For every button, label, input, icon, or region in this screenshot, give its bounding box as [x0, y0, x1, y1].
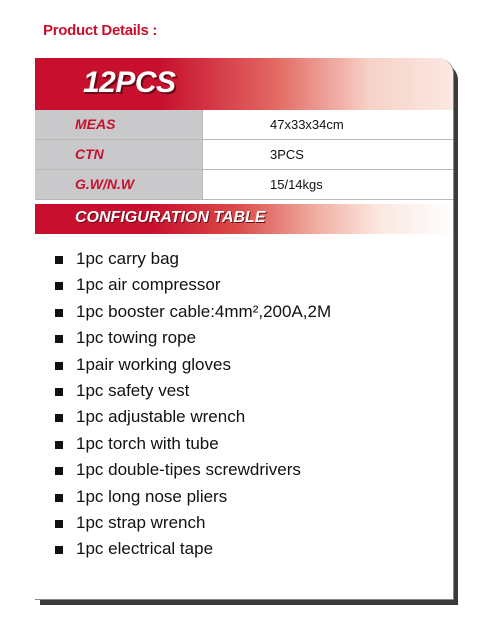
list-item [35, 536, 453, 562]
list-item [35, 510, 453, 536]
product-card [35, 58, 454, 600]
list-item [35, 431, 453, 457]
list-item-text: 1pc electrical tape [76, 539, 214, 559]
list-item-text: 1pc long nose pliers [76, 486, 228, 506]
square-bullet-icon [55, 414, 63, 422]
square-bullet-icon [55, 494, 63, 502]
list-item-text: 1pc double-tipes screwdrivers [76, 460, 301, 480]
list-item [35, 352, 453, 378]
square-bullet-icon [55, 388, 63, 396]
spec-label: CTN [35, 140, 203, 169]
config-title: CONFIGURATION TABLE [75, 209, 266, 226]
list-item-text: 1pc booster cable:4mm²,200A,2M [76, 301, 332, 321]
spec-row-ctn [35, 140, 453, 170]
list-item-text: 1pc strap wrench [76, 512, 206, 532]
title-bar [35, 58, 453, 110]
spec-value: 3PCS [270, 147, 304, 162]
square-bullet-icon [55, 335, 63, 343]
square-bullet-icon [55, 467, 63, 475]
spec-table [35, 110, 453, 200]
square-bullet-icon [55, 520, 63, 528]
list-item [35, 484, 453, 510]
square-bullet-icon [55, 362, 63, 370]
config-list [35, 246, 453, 563]
list-item [35, 325, 453, 351]
config-bar [35, 204, 453, 234]
list-item [35, 272, 453, 298]
product-title: 12PCS [83, 66, 176, 99]
spec-value: 15/14kgs [270, 177, 323, 192]
spec-label: MEAS [35, 110, 203, 139]
square-bullet-icon [55, 546, 63, 554]
section-heading: Product Details : [43, 22, 158, 39]
list-item [35, 404, 453, 430]
spec-label: G.W/N.W [35, 170, 203, 199]
list-item [35, 299, 453, 325]
list-item-text: 1pc adjustable wrench [76, 407, 246, 427]
list-item-text: 1pc safety vest [76, 380, 190, 400]
square-bullet-icon [55, 256, 63, 264]
square-bullet-icon [55, 282, 63, 290]
spec-row-meas [35, 110, 453, 140]
list-item [35, 378, 453, 404]
list-item [35, 457, 453, 483]
list-item [35, 246, 453, 272]
list-item-text: 1pair working gloves [76, 354, 231, 374]
list-item-text: 1pc torch with tube [76, 433, 219, 453]
square-bullet-icon [55, 309, 63, 317]
list-item-text: 1pc air compressor [76, 275, 221, 295]
list-item-text: 1pc towing rope [76, 328, 197, 348]
spec-row-weight [35, 170, 453, 200]
square-bullet-icon [55, 441, 63, 449]
list-item-text: 1pc carry bag [76, 249, 179, 268]
spec-value: 47x33x34cm [270, 117, 344, 132]
